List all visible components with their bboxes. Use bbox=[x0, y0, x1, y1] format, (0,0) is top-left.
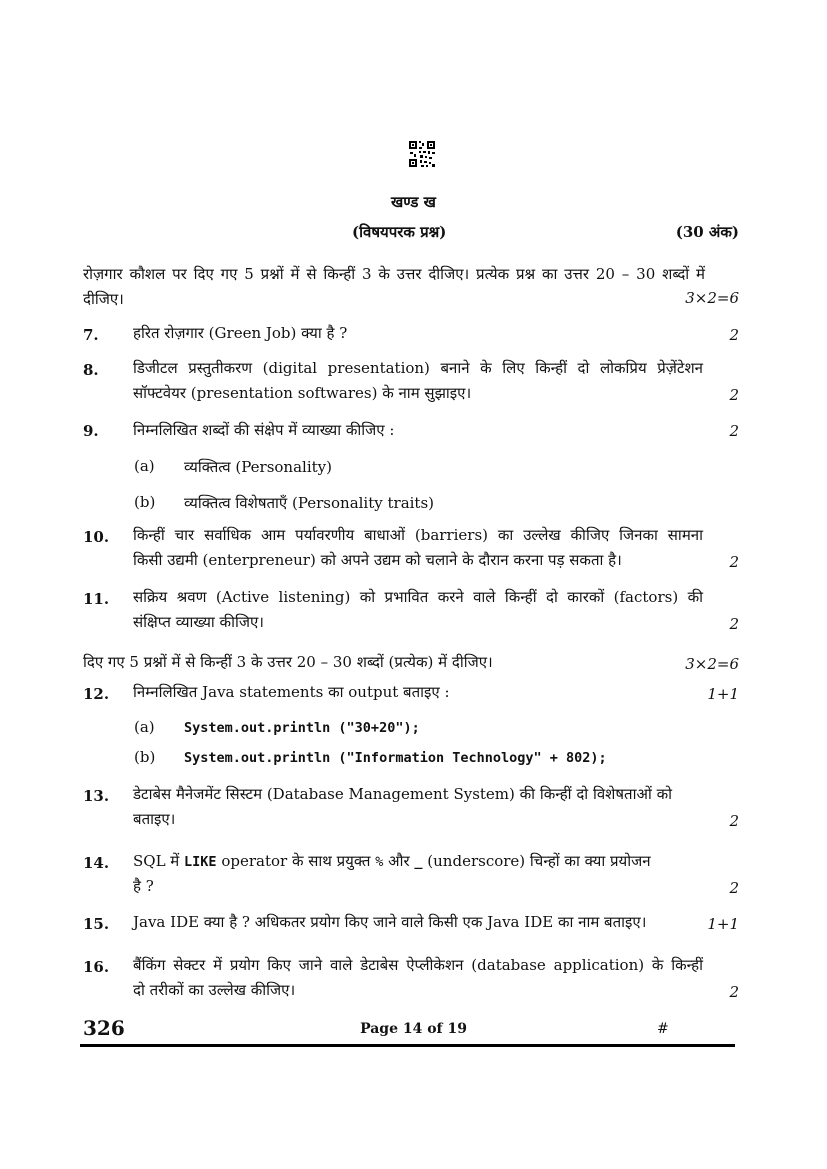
question-10-line2: किसी उद्यमी (enterpreneur) को अपने उद्यम को चलाने के दौरान करना पड़ सकता है। bbox=[133, 551, 622, 569]
question-11-line1: सक्रिय श्रवण (Active listening) को प्रभावित करने वाले किन्हीं दो कारकों (factors) की bbox=[133, 588, 703, 606]
question-14-code-underscore: _ bbox=[414, 854, 423, 870]
question-16-line2: दो तरीकों का उल्लेख कीजिए। bbox=[133, 981, 296, 999]
footer-divider bbox=[80, 1044, 735, 1047]
question-15-number: 15. bbox=[83, 915, 110, 933]
section-subtitle: (विषयपरक प्रश्न) bbox=[352, 223, 447, 241]
question-9-text: निम्नलिखित शब्दों की संक्षेप में व्याख्या कीजिए : bbox=[133, 421, 395, 439]
question-10-number: 10. bbox=[83, 528, 110, 546]
question-9-a-text: व्यक्तित्व (Personality) bbox=[184, 458, 332, 476]
question-10-line1: किन्हीं चार सर्वाधिक आम पर्यावरणीय बाधाओं (barriers) का उल्लेख कीजिए जिनका सामना bbox=[133, 526, 703, 544]
page-number: Page 14 of 19 bbox=[360, 1021, 467, 1037]
question-12-a-code: System.out.println ("30+20"); bbox=[184, 720, 420, 736]
question-9-b-text: व्यक्तित्व विशेषताएँ (Personality traits) bbox=[184, 494, 435, 512]
instruction-2-marks: 3×2=6 bbox=[685, 655, 739, 673]
question-14-code-percent: % bbox=[375, 854, 384, 870]
question-12-b-label: (b) bbox=[134, 748, 156, 766]
instruction-1-marks: 3×2=6 bbox=[685, 289, 739, 307]
question-14-line1 bbox=[133, 849, 703, 875]
question-7-marks: 2 bbox=[729, 326, 739, 344]
question-11-line2: संक्षिप्त व्याख्या कीजिए। bbox=[133, 613, 264, 631]
question-16-marks: 2 bbox=[729, 983, 739, 1001]
instruction-1-line1: रोज़गार कौशल पर दिए गए 5 प्रश्नों में से किन्हीं 3 के उत्तर दीजिए। प्रत्येक प्रश्न का उत्तर 20 – 30 शब्दों में bbox=[83, 265, 705, 283]
question-12-a-label: (a) bbox=[134, 718, 155, 736]
question-8-marks: 2 bbox=[729, 386, 739, 404]
question-13-number: 13. bbox=[83, 787, 110, 805]
question-14-line2: है ? bbox=[133, 877, 154, 895]
question-15-text: Java IDE क्या है ? अधिकतर प्रयोग किए जाने वाले किसी एक Java IDE का नाम बताइए। bbox=[133, 913, 647, 931]
question-13-marks: 2 bbox=[729, 812, 739, 830]
question-7-number: 7. bbox=[83, 326, 99, 344]
qr-code-icon bbox=[408, 140, 436, 168]
question-14-pre: SQL में bbox=[133, 852, 185, 870]
question-9-number: 9. bbox=[83, 422, 99, 440]
question-9-marks: 2 bbox=[729, 422, 739, 440]
question-12-text: निम्नलिखित Java statements का output बताइए : bbox=[133, 683, 450, 701]
question-14-mid2: और bbox=[383, 852, 415, 870]
question-8-line2: सॉफ्टवेयर (presentation softwares) के नाम सुझाइए। bbox=[133, 384, 472, 402]
question-12-b-code: System.out.println ("Information Technology" + 802); bbox=[184, 750, 607, 766]
question-10-marks: 2 bbox=[729, 553, 739, 571]
question-8-line1: डिजीटल प्रस्तुतीकरण (digital presentation) बनाने के लिए किन्हीं दो लोकप्रिय प्रेज़ेंटेशन bbox=[133, 359, 703, 377]
question-14-code-like: LIKE bbox=[184, 854, 217, 870]
question-13-line2: बताइए। bbox=[133, 810, 176, 828]
question-16-number: 16. bbox=[83, 958, 110, 976]
question-9-b-label: (b) bbox=[134, 493, 156, 511]
question-14-number: 14. bbox=[83, 854, 110, 872]
question-11-marks: 2 bbox=[729, 615, 739, 633]
question-7-text: हरित रोज़गार (Green Job) क्या है ? bbox=[133, 324, 348, 342]
question-14-mid: operator के साथ प्रयुक्त bbox=[216, 852, 376, 870]
question-14-marks: 2 bbox=[729, 879, 739, 897]
question-15-marks: 1+1 bbox=[707, 915, 739, 933]
question-8-number: 8. bbox=[83, 361, 99, 379]
question-16-line1: बैंकिंग सेक्टर में प्रयोग किए जाने वाले डेटाबेस ऐप्लीकेशन (database application) के किन्हीं bbox=[133, 956, 703, 974]
footer-hash: # bbox=[657, 1021, 669, 1037]
instruction-1-line2: दीजिए। bbox=[83, 290, 124, 308]
paper-code: 326 bbox=[83, 1016, 125, 1040]
question-9-a-label: (a) bbox=[134, 457, 155, 475]
section-total-marks: (30 अंक) bbox=[675, 223, 739, 241]
question-11-number: 11. bbox=[83, 590, 110, 608]
question-12-marks: 1+1 bbox=[707, 685, 739, 703]
instruction-2-text: दिए गए 5 प्रश्नों में से किन्हीं 3 के उत्तर 20 – 30 शब्दों (प्रत्येक) में दीजिए। bbox=[83, 653, 493, 671]
section-title: खण्ड ख bbox=[391, 193, 436, 211]
question-13-line1: डेटाबेस मैनेजमेंट सिस्टम (Database Management System) की किन्हीं दो विशेषताओं को bbox=[133, 785, 672, 803]
question-12-number: 12. bbox=[83, 685, 110, 703]
question-14-post: (underscore) चिन्हों का क्या प्रयोजन bbox=[422, 852, 651, 870]
